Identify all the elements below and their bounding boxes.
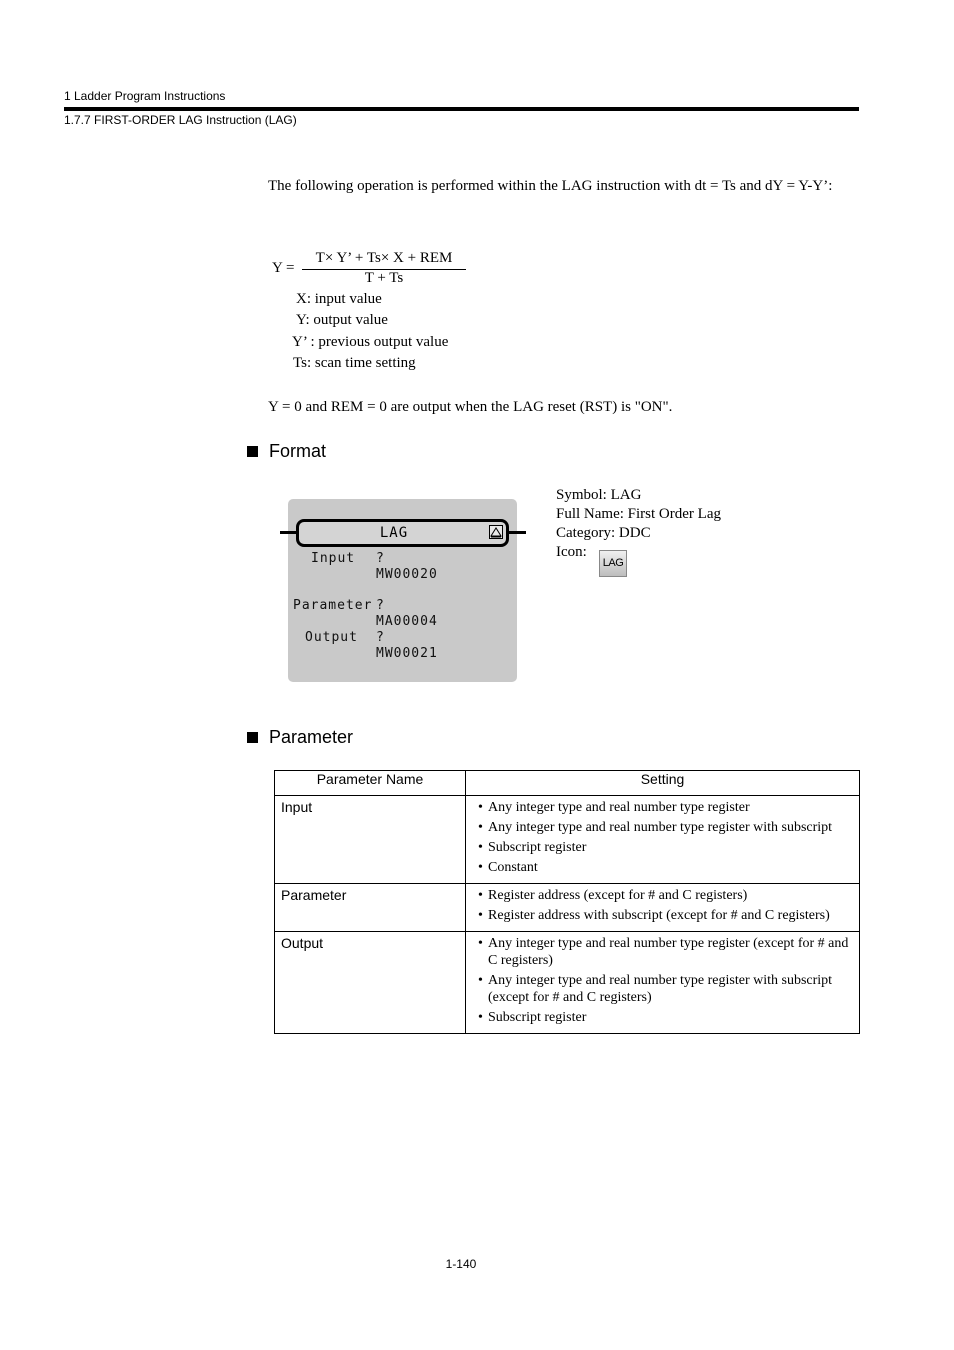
reset-note: Y = 0 and REM = 0 are output when the LAG reset (RST) is "ON". [268, 399, 673, 415]
info-icon-label: Icon: [556, 544, 587, 560]
info-category: Category: DDC [556, 525, 651, 541]
block-input-label: Input [311, 551, 356, 566]
setting-item: • Subscript register [478, 1009, 851, 1026]
block-parameter-placeholder: ? [376, 598, 385, 613]
chapter-header: 1 Ladder Program Instructions [64, 89, 226, 103]
definition-y-prev: Y’ : previous output value [292, 334, 449, 350]
parameter-heading-text: Parameter [269, 727, 354, 747]
block-output-value: MW00021 [376, 646, 438, 661]
parameter-heading [247, 727, 353, 748]
lag-output-pin [508, 531, 526, 534]
param-settings [466, 884, 860, 932]
info-symbol: Symbol: LAG [556, 487, 642, 503]
lag-icon: LAG [599, 550, 627, 577]
lag-title-bar [296, 519, 509, 547]
table-row [275, 932, 860, 1034]
section-header: 1.7.7 FIRST-ORDER LAG Instruction (LAG) [64, 113, 297, 127]
intro-paragraph: The following operation is performed within the LAG instruction with dt = Ts and dY = Y-Y’: [268, 178, 833, 194]
equation-denominator: T + Ts [364, 270, 404, 286]
setting-item: • Any integer type and real number type register [478, 799, 851, 816]
header-rule [64, 107, 859, 111]
setting-item: • Any integer type and real number type register (except for # and C registers) [478, 935, 851, 969]
parameter-table [274, 770, 860, 1034]
table-row [275, 884, 860, 932]
format-heading-text: Format [269, 441, 327, 461]
block-input-placeholder: ? [376, 551, 385, 566]
setting-item: • Register address with subscript (except for # and C registers) [478, 907, 851, 924]
format-heading [247, 441, 326, 462]
table-row [275, 796, 860, 884]
block-parameter-value: MA00004 [376, 614, 438, 629]
setting-item: • Constant [478, 859, 851, 876]
param-name-output: Output [275, 932, 466, 1034]
block-output-label: Output [305, 630, 358, 645]
definition-y: Y: output value [296, 312, 388, 328]
param-name-parameter: Parameter [275, 884, 466, 932]
square-bullet-icon [247, 732, 258, 743]
setting-item: • Any integer type and real number type register with subscript [478, 819, 851, 836]
setting-item: • Subscript register [478, 839, 851, 856]
lag-block-title: LAG [379, 525, 409, 541]
collapse-icon [489, 525, 503, 539]
equation-lhs: Y = [272, 260, 295, 276]
square-bullet-icon [247, 446, 258, 457]
table-header-row [275, 771, 860, 796]
param-settings [466, 932, 860, 1034]
equation-numerator: T× Y’ + Ts× X + REM [315, 250, 453, 266]
param-name-input: Input [275, 796, 466, 884]
block-parameter-label: Parameter [293, 598, 373, 613]
block-output-placeholder: ? [376, 630, 385, 645]
info-full-name: Full Name: First Order Lag [556, 506, 721, 522]
setting-item: • Register address (except for # and C registers) [478, 887, 851, 904]
definition-x: X: input value [296, 291, 382, 307]
page-number: 1-140 [445, 1257, 477, 1271]
setting-item: • Any integer type and real number type register with subscript (except for # and C registers) [478, 972, 851, 1006]
param-settings [466, 796, 860, 884]
definition-ts: Ts: scan time setting [293, 355, 416, 371]
column-header-setting: Setting [466, 771, 860, 796]
column-header-name: Parameter Name [275, 771, 466, 796]
block-input-value: MW00020 [376, 567, 438, 582]
